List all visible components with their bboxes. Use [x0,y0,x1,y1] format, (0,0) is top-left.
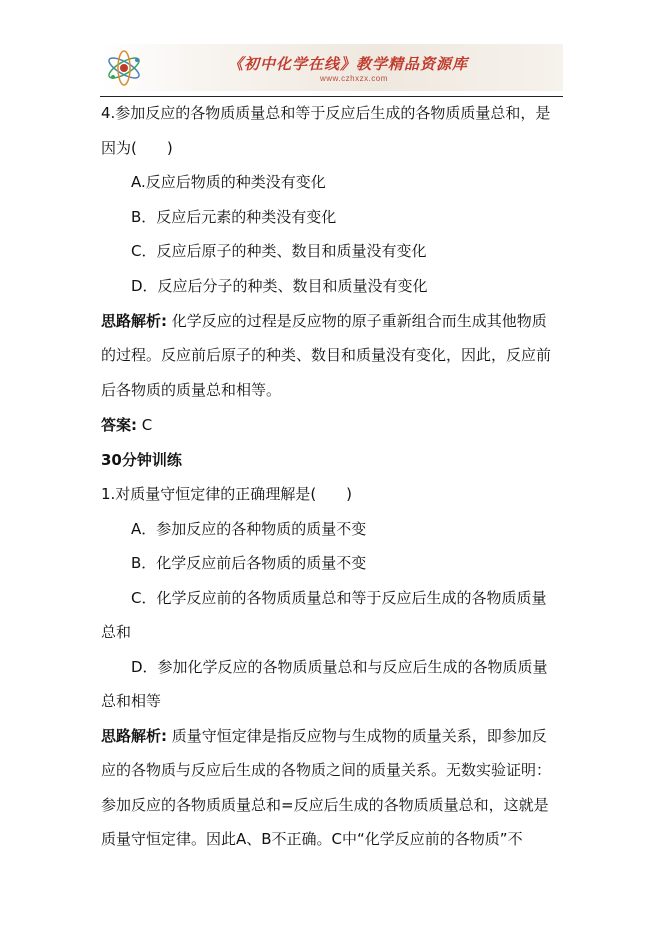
q1-analysis-line3: 参加反应的各物质质量总和=反应后生成的各物质质量总和，这就是 [101,796,549,814]
q4-answer [101,415,152,435]
q4-analysis-line1 [101,311,547,331]
q1-option-b: B．化学反应前后各物质的质量不变 [131,554,367,572]
q4-option-a: A.反应后物质的种类没有变化 [131,173,326,191]
q1-analysis-label: 思路解析: [101,727,167,745]
banner-title: 《初中化学在线》教学精品资源库 [228,55,469,73]
q4-analysis-line3: 后各物质的质量总和相等。 [101,381,282,399]
q1-option-a: A．参加反应的各种物质的质量不变 [131,520,367,538]
q4-option-c: C．反应后原子的种类、数目和质量没有变化 [131,242,427,260]
q1-stem: 1.对质量守恒定律的正确理解是( ) [101,485,353,503]
q4-analysis-text: 化学反应的过程是反应物的原子重新组合而生成其他物质 [171,312,547,330]
q4-stem-line1: 4.参加反应的各物质质量总和等于反应后生成的各物质质量总和，是 [101,104,551,122]
q1-analysis-text: 质量守恒定律是指反应物与生成物的质量关系，即参加反 [171,727,547,745]
q4-option-d: D．反应后分子的种类、数目和质量没有变化 [131,277,428,295]
q4-stem-line2: 因为( ) [101,139,173,157]
q4-analysis-line2: 的过程。反应前后原子的种类、数目和质量没有变化，因此，反应前 [101,346,552,364]
atom-icon [104,48,144,88]
page-header [100,44,563,97]
q1-option-c-line2: 总和 [101,623,132,641]
q1-analysis-line1 [101,726,547,746]
banner-url: www.czhxzx.com [320,74,388,83]
resource-banner [100,44,563,91]
q1-option-c-line1: C．化学反应前的各物质质量总和等于反应后生成的各物质质量 [131,589,547,607]
q1-option-d-line1: D．参加化学反应的各物质质量总和与反应后生成的各物质质量 [131,658,548,676]
q4-answer-value: C [141,416,153,434]
q4-analysis-label: 思路解析: [101,312,167,330]
q1-analysis-line4: 质量守恒定律。因此A、B不正确。C中“化学反应前的各物质”不 [101,830,523,848]
section-title: 30分钟训练 [101,451,182,469]
q1-option-d-line2: 总和相等 [101,692,162,710]
q4-answer-label: 答案: [101,416,137,434]
q4-option-b: B．反应后元素的种类没有变化 [131,208,337,226]
q1-analysis-line2: 应的各物质与反应后生成的各物质之间的质量关系。无数实验证明： [101,761,552,779]
